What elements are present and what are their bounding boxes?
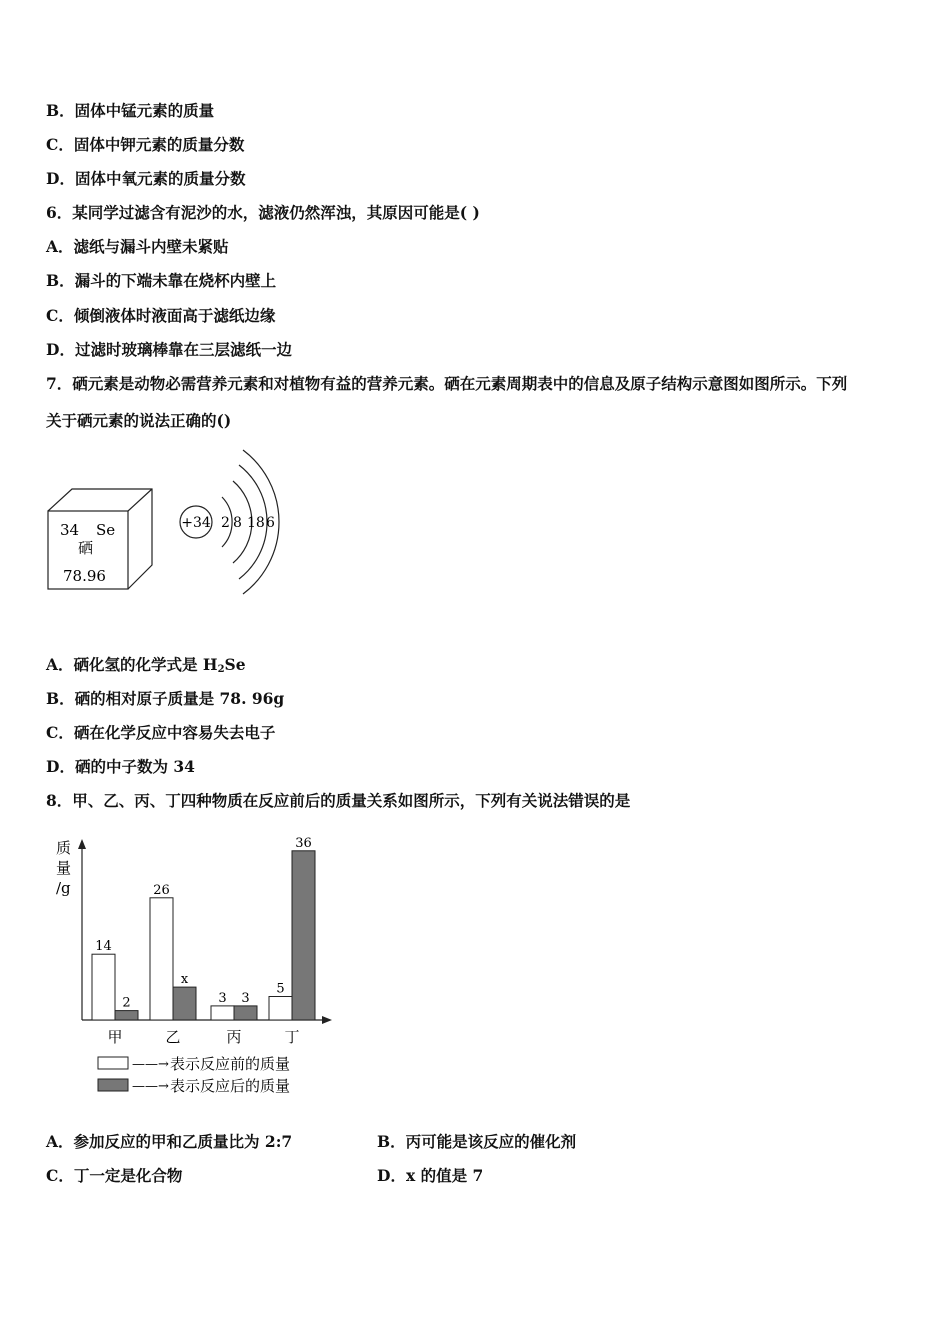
bar-before-2 bbox=[211, 1006, 234, 1020]
y-axis-label-0: 质 bbox=[56, 839, 72, 857]
x-axis-arrow bbox=[322, 1016, 332, 1024]
bar-label-before-2: 3 bbox=[218, 990, 227, 1006]
y-axis-label-2: /g bbox=[56, 879, 71, 897]
shell-count-1: 2 bbox=[221, 515, 230, 531]
shell-count-3: 18 bbox=[247, 515, 265, 531]
nucleus-charge: +34 bbox=[181, 515, 211, 531]
element-number: 34 bbox=[60, 521, 80, 539]
bar-before-0 bbox=[92, 954, 115, 1020]
bar-after-2 bbox=[234, 1006, 257, 1020]
y-axis-label-1: 量 bbox=[56, 859, 72, 877]
bar-after-3 bbox=[292, 851, 315, 1020]
q7-stem-line1: 7．硒元素是动物必需营养元素和对植物有益的营养元素。硒在元素周期表中的信息及原子结构示意图如图所示。下列 bbox=[46, 374, 848, 393]
q5-option-b: B．固体中锰元素的质量 bbox=[46, 101, 215, 120]
category-label-3: 丁 bbox=[284, 1028, 300, 1046]
bar-label-before-3: 5 bbox=[276, 981, 285, 997]
bar-after-1 bbox=[173, 987, 196, 1020]
q7-option-b: B．硒的相对原子质量是 78. 96g bbox=[46, 689, 285, 708]
chart-legend bbox=[98, 1055, 290, 1095]
legend-swatch-0 bbox=[98, 1057, 128, 1069]
selenium-figure bbox=[40, 445, 300, 600]
q7-stem-line2: 关于硒元素的说法正确的() bbox=[46, 411, 232, 430]
element-name: 硒 bbox=[78, 539, 94, 557]
q8-stem: 8．甲、乙、丙、丁四种物质在反应前后的质量关系如图所示，下列有关说法错误的是 bbox=[46, 791, 631, 810]
q8-option-b: B．丙可能是该反应的催化剂 bbox=[377, 1132, 577, 1151]
y-axis-arrow bbox=[78, 839, 86, 849]
q8-option-d: D．x 的值是 7 bbox=[377, 1166, 484, 1185]
mass-bar-chart bbox=[40, 825, 350, 1105]
category-label-2: 丙 bbox=[226, 1028, 242, 1046]
bar-label-before-0: 14 bbox=[95, 939, 112, 955]
legend-arrow-1: ——→ bbox=[132, 1079, 169, 1094]
q8-option-a: A．参加反应的甲和乙质量比为 2:7 bbox=[46, 1132, 293, 1151]
q5-option-d: D．固体中氧元素的质量分数 bbox=[46, 169, 246, 188]
shell-count-2: 8 bbox=[233, 515, 242, 531]
shell-count-4: 6 bbox=[266, 515, 275, 531]
q6-stem: 6．某同学过滤含有泥沙的水，滤液仍然浑浊，其原因可能是( ) bbox=[46, 203, 480, 222]
legend-label-0: 表示反应前的质量 bbox=[170, 1055, 291, 1073]
bar-after-0 bbox=[115, 1011, 138, 1020]
q7-option-a-text: A．硒化氢的化学式是 H bbox=[46, 655, 218, 674]
bar-label-after-3: 36 bbox=[295, 835, 312, 851]
bar-label-after-1: x bbox=[180, 972, 189, 988]
element-mass: 78.96 bbox=[63, 567, 106, 585]
q7-option-a-subscript: 2 bbox=[217, 664, 225, 675]
bar-before-3 bbox=[269, 997, 292, 1021]
q7-option-a bbox=[46, 655, 246, 680]
bar-label-before-1: 26 bbox=[153, 882, 170, 898]
q7-option-d: D．硒的中子数为 34 bbox=[46, 757, 195, 776]
bar-label-after-0: 2 bbox=[122, 995, 131, 1011]
element-symbol: Se bbox=[96, 521, 116, 539]
category-label-0: 甲 bbox=[107, 1028, 123, 1046]
category-label-1: 乙 bbox=[165, 1028, 181, 1046]
q6-option-c: C．倾倒液体时液面高于滤纸边缘 bbox=[46, 306, 276, 325]
bar-before-1 bbox=[150, 898, 173, 1020]
atom-structure bbox=[180, 450, 279, 594]
q8-option-c: C．丁一定是化合物 bbox=[46, 1166, 183, 1185]
legend-swatch-1 bbox=[98, 1079, 128, 1091]
q6-option-d: D．过滤时玻璃棒靠在三层滤纸一边 bbox=[46, 340, 292, 359]
q5-option-c: C．固体中钾元素的质量分数 bbox=[46, 135, 245, 154]
legend-arrow-0: ——→ bbox=[132, 1057, 169, 1072]
q6-option-a: A．滤纸与漏斗内壁未紧贴 bbox=[46, 237, 229, 256]
chart-bars bbox=[92, 836, 315, 1046]
bar-label-after-2: 3 bbox=[241, 990, 250, 1006]
q7-option-c: C．硒在化学反应中容易失去电子 bbox=[46, 723, 276, 742]
q7-option-a-suffix: Se bbox=[224, 655, 246, 674]
q6-option-b: B．漏斗的下端未靠在烧杯内壁上 bbox=[46, 271, 277, 290]
legend-label-1: 表示反应后的质量 bbox=[170, 1077, 291, 1095]
